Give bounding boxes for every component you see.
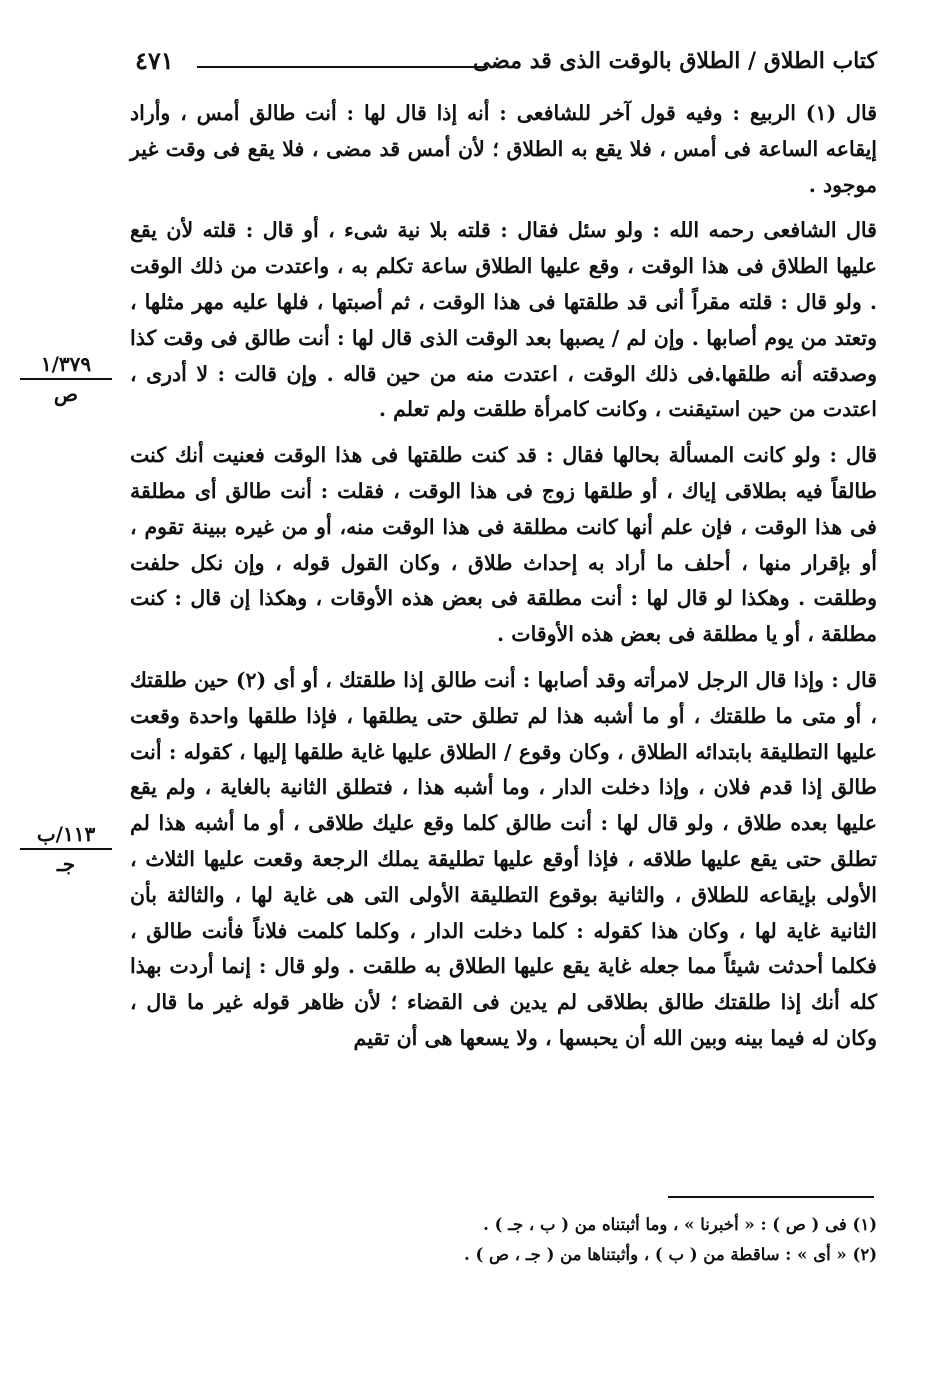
margin-reference-number: ١/٣٧٩ — [20, 352, 112, 380]
margin-reference-siglum: جـ — [56, 852, 76, 876]
main-text — [130, 96, 877, 1057]
paragraph-1 — [130, 96, 877, 203]
margin-reference-1 — [20, 352, 112, 405]
paragraph-lead: قال — [846, 443, 877, 468]
margin-reference-2 — [20, 822, 112, 875]
footnote-2: (٢) « أى » : ساقطة من ( ب ) ، وأثبتناها من ( جـ ، ص ) . — [463, 1245, 877, 1264]
paragraph-text: : ولو كانت المسألة بحالها فقال : قد كنت طلقتها فى هذا الوقت فعنيت أنك كنت طالقاً فيه بطلاقى إياك ، أو طلقها زوج فى هذا الوقت ، فقلت : أنت طالق أى مطلقة فى هذا الوقت ، فإن علم أنها كانت مطلقة فى هذا الوقت منه، أو من غيره ببينة تقوم ، أو بإقرار منها ، أحلف ما أراد به إحداث طلاق ، وكان القول قوله ، وإن نكل حلفت وطلقت . وهكذا لو قال لها : أنت مطلقة فى بعض هذه الأوقات ، وهكذا إن قال : كنت مطلقة ، أو يا مطلقة فى بعض هذه الأوقات . — [130, 443, 877, 647]
paragraph-lead: قال الشافعى — [763, 218, 877, 243]
paragraph-2 — [130, 213, 877, 428]
footnote-1: (١) فى ( ص ) : « أخبرنا » ، وما أثبتناه من ( ب ، جـ ) . — [483, 1215, 877, 1234]
paragraph-4 — [130, 663, 877, 1057]
paragraph-text: قال (١) الربيع : وفيه قول آخر للشافعى : أنه إذا قال لها : أنت طالق أمس ، وأراد إيقاعه الساعة فى أمس ، فلا يقع به الطلاق ؛ لأن أمس قد مضى ، فلا يقع فى وقت غير موجود . — [130, 101, 877, 197]
footnote-rule — [668, 1196, 874, 1198]
paragraph-text: : وإذا قال الرجل لامرأته وقد أصابها : أنت طالق إذا طلقتك ، أو أى (٢) حين طلقتك ، أو متى ما طلقتك ، أو ما أشبه هذا لم تطلق حتى يطلقها ، فإذا طلقها واحدة وقعت عليها التطليقة بابتدائه الطلاق ، وكان وقوع / الطلاق عليها غاية طلقها إليها ، كقوله : أنت طالق إذا قدم فلان ، وإذا دخلت الدار ، وما أشبه هذا ، فتطلق الثانية بالغاية ، ولم يقع عليها بعده طلاق ، ولو قال لها : أنت طالق كلما وقع عليك طلاقى ، أو ما أشبه هذا لم تطلق حتى يقع عليها طلاقه ، فإذا أوقع عليها تطليقة يملك الرجعة وقعت عليها الثلاث ، الأولى بإيقاعه للطلاق ، والثانية بوقوع التطليقة الأولى التى هى غاية لها ، والثالثة بأن الثانية غاية لها ، وكان هذا كقوله : كلما دخلت الدار ، وكلما كلمت فلاناً فأنت طالق ، فكلما أحدثت شيئاً مما جعله غاية يقع عليها الطلاق به طلقت . ولو قال : إنما أردت بهذا كله أنك إذا طلقتك طالق بطلاقى لم يدين فى القضاء ؛ لأن ظاهر قوله غير ما قال ، وكان له فيما بينه وبين الله أن يحبسها ، ولا يسعها هى أن تقيم — [130, 667, 877, 1050]
paragraph-3 — [130, 438, 877, 653]
margin-reference-siglum: ص — [53, 382, 79, 406]
paragraph-lead: قال — [846, 667, 877, 692]
running-title: كتاب الطلاق / الطلاق بالوقت الذى قد مضى — [472, 48, 877, 74]
paragraph-text: رحمه الله : ولو سئل فقال : قلته بلا نية شىء ، أو قال : قلته لأن يقع عليها الطلاق فى هذا الوقت ، وقع عليها الطلاق ساعة تكلم به ، واعتدت من ذلك الوقت . ولو قال : قلته مقراً أنى قد طلقتها فى هذا الوقت ، ثم أصبتها ، فلها عليه مهر مثلها ، وتعتد من يوم أصابها . وإن لم / يصبها بعد الوقت الذى قال لها : أنت طالق فى وقت كذا وصدقته أنه طلقها.فى ذلك الوقت ، اعتدت منه من حين قاله . وإن قالت : لا أدرى ، اعتدت من حين استيقنت ، وكانت كامرأة طلقت ولم تعلم . — [130, 218, 877, 422]
header-rule — [197, 66, 485, 68]
page-header — [135, 44, 877, 84]
margin-reference-number: ١١٣/ب — [20, 822, 112, 850]
page-number: ٤٧١ — [135, 46, 174, 75]
footnotes — [300, 1210, 877, 1270]
